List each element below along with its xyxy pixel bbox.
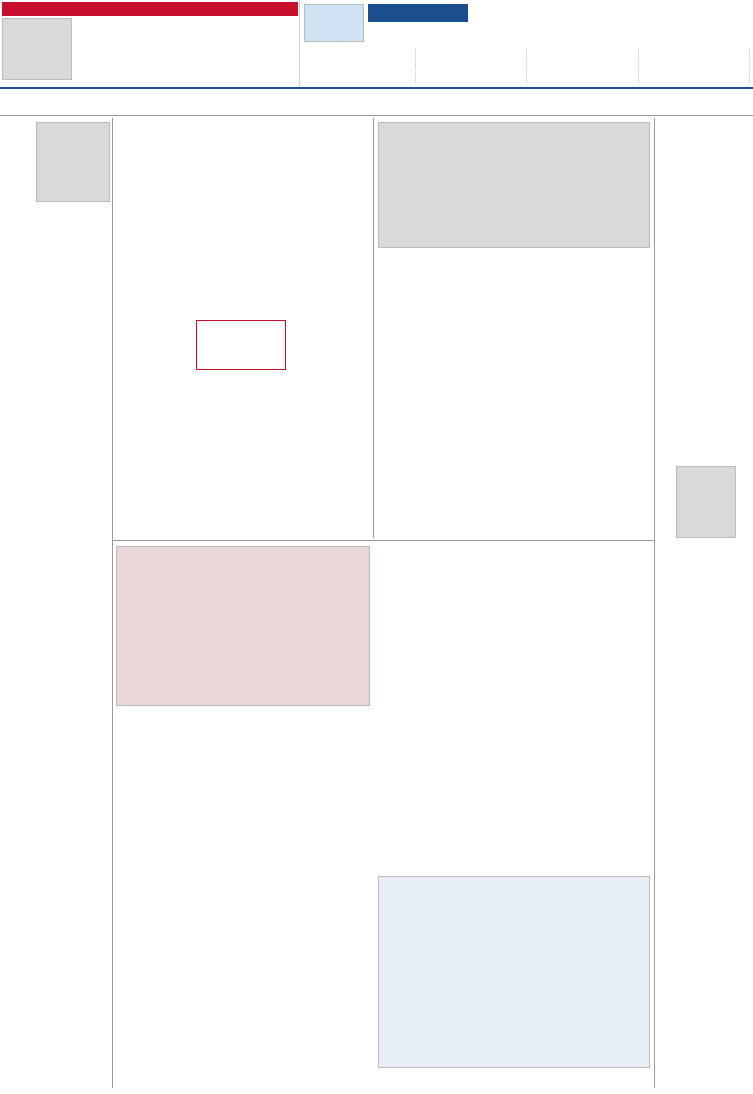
main-callout xyxy=(196,320,286,370)
top-story-kicker xyxy=(2,2,298,16)
rally-banner-ad xyxy=(116,546,370,706)
top-story-body xyxy=(76,18,296,82)
lower-story4-headline xyxy=(378,842,650,872)
left-story1-body xyxy=(4,272,109,588)
top-story-box xyxy=(0,0,300,86)
center-photo xyxy=(378,122,650,248)
left-story3-body xyxy=(4,806,109,1090)
masthead-social xyxy=(500,36,750,46)
right-portrait xyxy=(676,466,736,538)
left-portrait xyxy=(36,122,110,202)
lower-story3-headline xyxy=(378,546,650,586)
top-story-photo xyxy=(2,18,72,80)
ncc-bank-caption xyxy=(378,1070,650,1088)
lower-story1-body xyxy=(116,774,370,860)
date-line xyxy=(140,96,440,108)
main-headline xyxy=(116,138,370,214)
weather-icon xyxy=(304,4,364,42)
right-story1-headline xyxy=(658,136,750,186)
center-story-b-headline xyxy=(500,276,650,330)
center-story-a-body xyxy=(378,340,496,536)
lower-story2-body xyxy=(116,908,370,1088)
page-number xyxy=(4,90,124,114)
left-story1-headline xyxy=(4,206,109,266)
center-photo-caption xyxy=(378,250,650,272)
weather-strip xyxy=(300,0,753,86)
left-story2-body xyxy=(4,636,109,744)
left-story3-kicker xyxy=(4,748,109,760)
lower-story3-body xyxy=(378,590,650,838)
masthead-logo xyxy=(660,4,750,34)
right-story2-headline xyxy=(658,542,750,592)
lower-story2-headline xyxy=(116,864,370,904)
weather-table xyxy=(304,48,750,84)
ncc-bank-ad xyxy=(378,876,650,1068)
right-story1-kicker xyxy=(658,120,750,134)
right-story3-body xyxy=(658,840,750,1090)
weather-label xyxy=(368,4,468,22)
rally-banner-caption xyxy=(116,708,370,728)
right-story2-body xyxy=(658,596,750,772)
left-story3-headline xyxy=(4,762,109,802)
center-story-a-headline xyxy=(378,276,496,336)
main-kicker xyxy=(116,120,370,134)
main-body xyxy=(116,218,370,538)
right-story3-headline xyxy=(658,776,750,836)
right-story1-body xyxy=(658,190,750,460)
center-story-b-body xyxy=(500,334,650,536)
lower-story1-headline xyxy=(116,730,370,770)
left-story2-headline xyxy=(4,592,109,632)
